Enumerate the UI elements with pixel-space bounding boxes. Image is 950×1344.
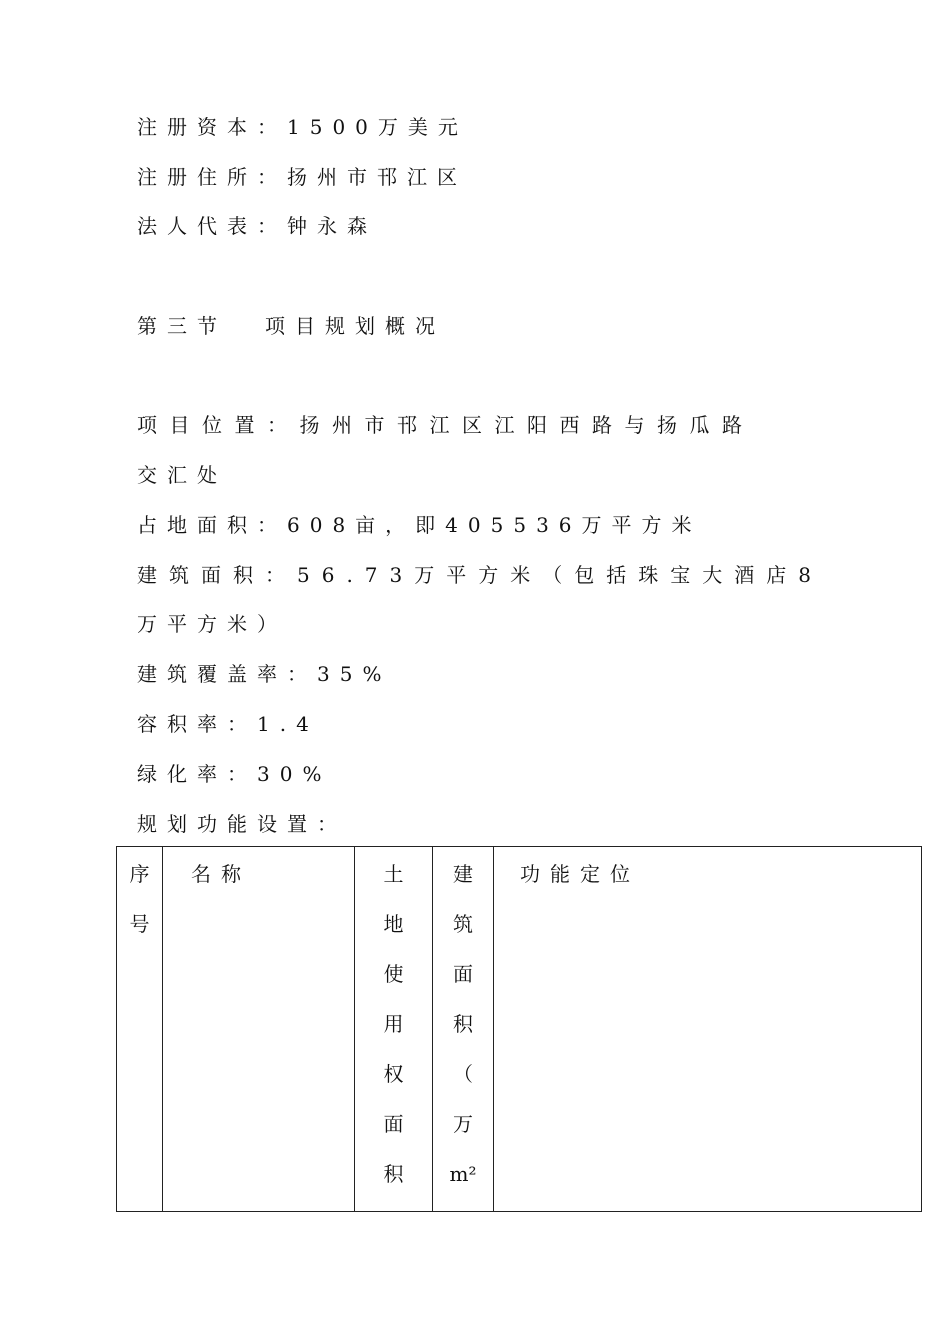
header-building-area — [433, 847, 494, 1212]
header-building-char: 积 — [453, 1012, 473, 1036]
header-land-char: 地 — [383, 912, 404, 936]
table-header-row — [117, 847, 922, 1212]
section-title: 项目规划概况 — [265, 314, 445, 338]
header-seq-char: 号 — [129, 912, 150, 936]
registered-capital: 注册资本：1500万美元 — [137, 115, 468, 139]
header-seq — [117, 847, 163, 1212]
header-function-label: 功能定位 — [520, 862, 640, 886]
header-seq-char: 序 — [129, 862, 150, 886]
building-area: 建筑面积：56.73万平方米（包括珠宝大酒店8 — [137, 563, 823, 587]
header-land-char: 使 — [383, 962, 404, 986]
header-building-char: m² — [449, 1162, 477, 1186]
header-building-char: 筑 — [453, 912, 473, 936]
greening-rate: 绿化率：30% — [137, 762, 332, 786]
header-function — [494, 847, 922, 1212]
header-building-char: 面 — [453, 962, 473, 986]
header-name — [163, 847, 355, 1212]
building-coverage: 建筑覆盖率：35% — [137, 662, 392, 686]
header-building-char: （ — [453, 1062, 473, 1086]
header-land-char: 积 — [383, 1162, 404, 1186]
building-area-cont: 万平方米） — [137, 612, 287, 636]
planning-table — [116, 846, 922, 1212]
legal-representative: 法人代表：钟永森 — [137, 214, 377, 238]
header-land-char: 面 — [383, 1112, 404, 1136]
section-heading — [137, 314, 445, 338]
header-name-label: 名称 — [191, 862, 251, 886]
planning-functions-label: 规划功能设置： — [137, 812, 347, 836]
land-area: 占地面积：608亩，即405536万平方米 — [137, 513, 702, 537]
header-land-char: 权 — [383, 1062, 404, 1086]
header-land-char: 土 — [383, 862, 404, 886]
plot-ratio: 容积率：1.4 — [137, 712, 319, 736]
header-building-char: 建 — [453, 862, 473, 886]
project-location: 项目位置：扬州市邗江区江阳西路与扬瓜路 — [137, 413, 755, 437]
project-location-cont: 交汇处 — [137, 463, 227, 487]
registered-address: 注册住所：扬州市邗江区 — [137, 165, 467, 189]
header-land-char: 用 — [383, 1012, 404, 1036]
header-building-char: 万 — [453, 1112, 473, 1136]
section-number: 第三节 — [137, 314, 227, 338]
header-land-area — [355, 847, 433, 1212]
